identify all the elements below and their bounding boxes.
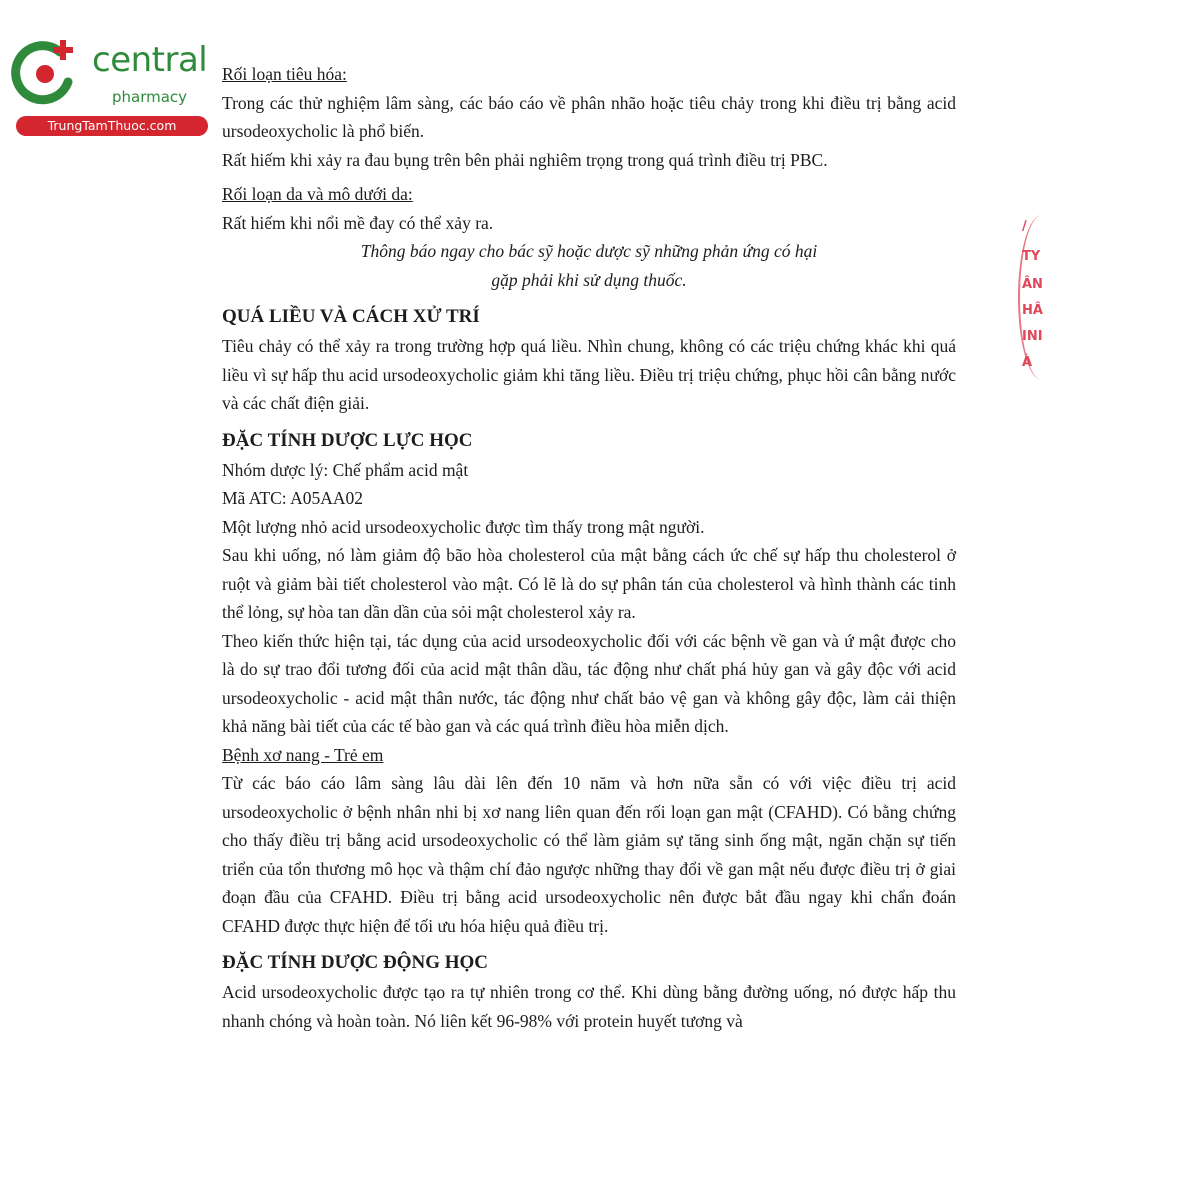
section-skin-text: Rất hiếm khi nổi mề đay có thể xảy ra. [222, 212, 494, 233]
logo-brand-name: central [92, 40, 208, 80]
logo-website: TrungTamThuoc.com [16, 116, 208, 136]
cystic-fibrosis-text: Từ các báo cáo lâm sàng lâu dài lên đến 10 năm và hơn nữa sẵn có với việc điều trị acid ursodeoxycholic ở bệnh nhân nhi bị xơ nang liên quan đến rối loạn gan mật (CFAHD). Có bằng chứng cho thấy điều trị bằng acid ursodeoxycholic có thể làm giảm sự tăng sinh ống mật, ngăn chặn sự tiến triển của tổn thương mô học và thậm chí đảo ngược những thay đổi về gan mật nếu được điều trị ở giai đoạn đầu của CFAHD. Điều trị bằng acid ursodeoxycholic nên được bắt đầu ngay khi chẩn đoán CFAHD được thực hiện để tối ưu hóa hiệu quả điều trị. [222, 773, 956, 936]
stamp-text-2: TY [1022, 249, 1041, 264]
brand-logo [8, 36, 218, 136]
section-digestive-title: Rối loạn tiêu hóa: [222, 64, 347, 84]
document-body [222, 60, 956, 1035]
heading-pharmacokinetics: ĐẶC TÍNH DƯỢC ĐỘNG HỌC [222, 952, 489, 973]
stamp-text-6: À [1022, 355, 1033, 370]
stamp-text-3: ÂN [1022, 277, 1043, 292]
pharmacodynamics-text-3: Theo kiến thức hiện tại, tác dụng của acid ursodeoxycholic đối với các bệnh về gan và ứ mật được cho là do sự trao đổi tương đối của acid mật thân dầu, tác động như chất phá hủy gan và gây độc với acid ursodeoxycholic - acid mật thân nước, tác động như chất bảo vệ gan và không gây độc, làm cải thiện khả năng bài tiết của các tế bào gan và các quá trình điều hòa miễn dịch. [222, 630, 956, 736]
stamp-text-1: / [1022, 219, 1027, 234]
red-stamp-fragment [1000, 215, 1050, 380]
subheading-cystic-fibrosis: Bệnh xơ nang - Trẻ em [222, 744, 384, 765]
pharmacodynamics-text-2: Sau khi uống, nó làm giảm độ bão hòa cholesterol của mật bằng cách ức chế sự hấp thu cholesterol ở ruột và giảm bài tiết cholesterol vào mật. Có lẽ là do sự phân tán của cholesterol và hình thành các tinh thể lỏng, sự hòa tan dần dần của sỏi mật cholesterol xảy ra. [222, 545, 956, 622]
notice-line-1: Thông báo ngay cho bác sỹ hoặc dược sỹ những phản ứng có hại [360, 241, 818, 261]
section-digestive-text-1: Trong các thử nghiệm lâm sàng, các báo cáo về phân nhão hoặc tiêu chảy trong khi điều trị bằng acid ursodeoxycholic là phổ biến. [222, 92, 956, 141]
pharmacodynamics-text-1: Một lượng nhỏ acid ursodeoxycholic được tìm thấy trong mật người. [222, 516, 705, 537]
heading-overdose: QUÁ LIỀU VÀ CÁCH XỬ TRÍ [222, 306, 480, 327]
section-digestive-text-2: Rất hiếm khi xảy ra đau bụng trên bên phải nghiêm trọng trong quá trình điều trị PBC. [222, 149, 828, 170]
notice-line-2: gặp phải khi sử dụng thuốc. [491, 269, 687, 290]
heading-pharmacodynamics: ĐẶC TÍNH DƯỢC LỰC HỌC [222, 429, 473, 451]
stamp-text-5: INI [1022, 329, 1043, 344]
pharmacodynamics-group: Nhóm dược lý: Chế phẩm acid mật [222, 459, 469, 480]
pharmacokinetics-text: Acid ursodeoxycholic được tạo ra tự nhiên trong cơ thể. Khi dùng bằng đường uống, nó được hấp thu nhanh chóng và hoàn toàn. Nó liên kết 96-98% với protein huyết tương và [222, 982, 956, 1031]
stamp-text-4: HÂ [1022, 303, 1043, 318]
central-pharmacy-logo-icon [8, 36, 82, 110]
pharmacodynamics-atc: Mã ATC: A05AA02 [222, 488, 363, 508]
overdose-text: Tiêu chảy có thể xảy ra trong trường hợp quá liều. Nhìn chung, không có các triệu chứng khác khi quá liều vì sự hấp thu acid ursodeoxycholic giảm khi tăng liều. Điều trị triệu chứng, phục hồi cân bằng nước và các chất điện giải. [222, 336, 956, 413]
section-skin-title: Rối loạn da và mô dưới da: [222, 184, 413, 204]
logo-subtitle: pharmacy [112, 88, 188, 106]
